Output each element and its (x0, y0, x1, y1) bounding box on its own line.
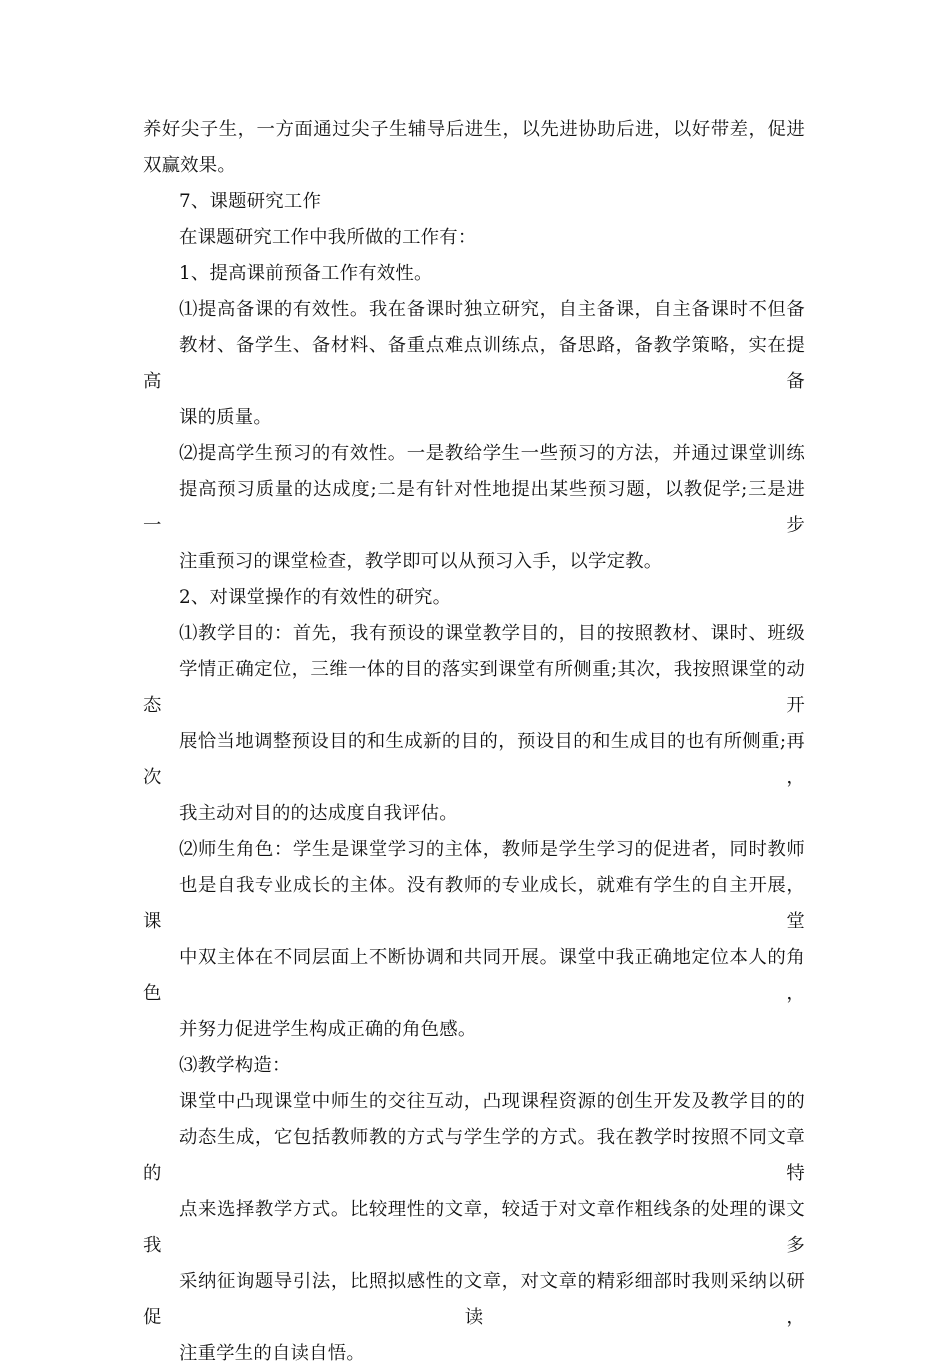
text-line: 2、对课堂操作的有效性的研究。 (179, 587, 452, 608)
text-line: 提高预习质量的达成度;二是有针对性地提出某些预习题，以教促学;三是进一步 (143, 479, 805, 536)
text-line: 动态生成，它包括教师教的方式与学生学的方式。我在教学时按照不同文章的特 (143, 1127, 805, 1184)
paragraph-p6 (143, 436, 805, 580)
text-line: 并努力促进学生构成正确的角色感。 (179, 1019, 477, 1040)
text-line: ⑴提高备课的有效性。我在备课时独立研究，自主备课，自主备课时不但备 (179, 299, 805, 320)
text-line: 也是自我专业成长的主体。没有教师的专业成长，就难有学生的自主开展，课堂 (143, 875, 805, 932)
document-body (143, 112, 805, 1372)
text-line: 我主动对目的的达成度自我评估。 (179, 803, 458, 824)
text-line: 课的质量。 (179, 407, 272, 428)
text-line: 展恰当地调整预设目的和生成新的目的，预设目的和生成目的也有所侧重;再次， (143, 731, 805, 788)
paragraph-p1 (143, 112, 805, 184)
text-line: ⑵提高学生预习的有效性。一是教给学生一些预习的方法，并通过课堂训练 (179, 443, 805, 464)
text-line: 中双主体在不同层面上不断协调和共同开展。课堂中我正确地定位本人的角色， (143, 947, 805, 1004)
paragraph-p2 (143, 184, 805, 220)
text-line: 双赢效果。 (143, 155, 236, 176)
paragraph-p9 (143, 832, 805, 1048)
text-line: 注重学生的自读自悟。 (179, 1343, 365, 1364)
text-line: 养好尖子生，一方面通过尖子生辅导后进生，以先进协助后进，以好带差，促进 (143, 119, 805, 140)
paragraph-p10 (143, 1048, 805, 1084)
text-line: ⑵师生角色：学生是课堂学习的主体，教师是学生学习的促进者，同时教师 (179, 839, 805, 860)
paragraph-p8 (143, 616, 805, 832)
text-line: 点来选择教学方式。比较理性的文章，较适于对文章作粗线条的处理的课文我多 (143, 1199, 805, 1256)
paragraph-p3 (143, 220, 805, 256)
text-line: 采纳征询题导引法，比照拟感性的文章，对文章的精彩细部时我则采纳以研促读， (143, 1271, 805, 1328)
text-line: 学情正确定位，三维一体的目的落实到课堂有所侧重;其次，我按照课堂的动态开 (143, 659, 805, 716)
text-line: ⑴教学目的：首先，我有预设的课堂教学目的，目的按照教材、课时、班级 (179, 623, 805, 644)
text-line: 1、提高课前预备工作有效性。 (179, 263, 433, 284)
text-line: 教材、备学生、备材料、备重点难点训练点，备思路，备教学策略，实在提高备 (143, 335, 805, 392)
text-line: 在课题研究工作中我所做的工作有： (179, 227, 477, 248)
text-line: 课堂中凸现课堂中师生的交往互动，凸现课程资源的创生开发及教学目的的 (179, 1091, 805, 1112)
paragraph-p7 (143, 580, 805, 616)
text-line: 注重预习的课堂检查，教学即可以从预习入手，以学定教。 (179, 551, 663, 572)
paragraph-p11 (143, 1084, 805, 1372)
paragraph-p4 (143, 256, 805, 292)
paragraph-p5 (143, 292, 805, 436)
text-line: 7、课题研究工作 (179, 191, 322, 212)
text-line: ⑶教学构造： (179, 1055, 291, 1076)
